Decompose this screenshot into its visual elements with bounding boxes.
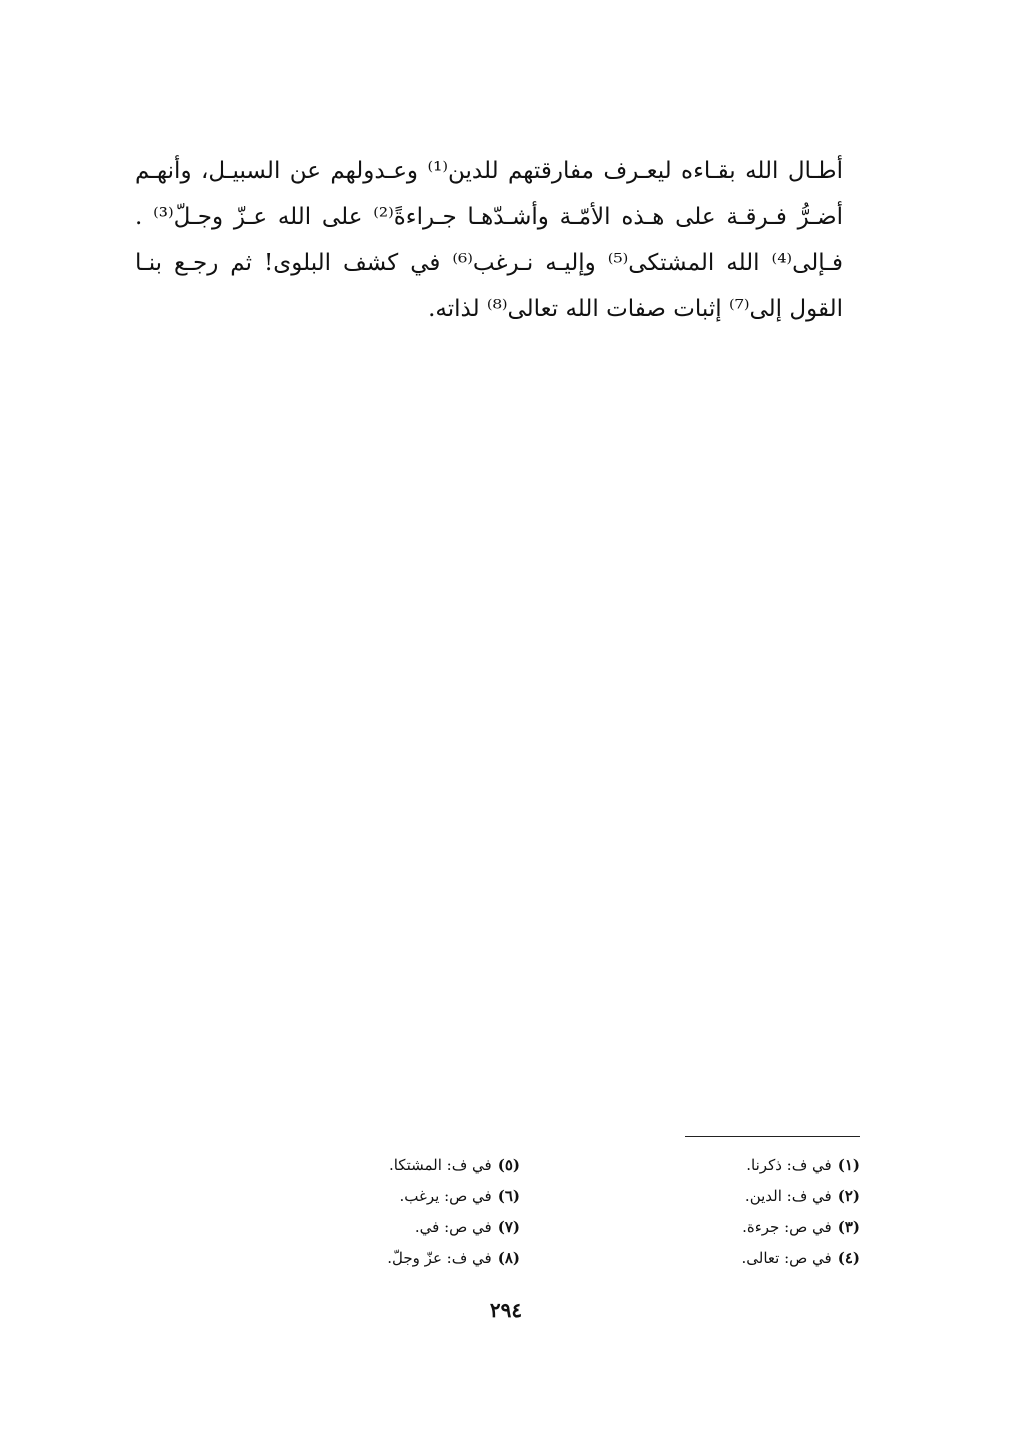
main-text-block xyxy=(135,148,843,332)
footnote-text: في ف: الدين. xyxy=(744,1187,832,1205)
footnote-item xyxy=(320,1150,520,1181)
footnote-number: (١) xyxy=(837,1156,860,1174)
footnote-number: (٤) xyxy=(837,1249,860,1267)
footnote-text: في ف: عزّ وجلّ. xyxy=(387,1249,492,1267)
footnotes-column-right xyxy=(660,1150,860,1274)
footnote-item xyxy=(660,1212,860,1243)
footnote-text: في ص: جرءة. xyxy=(742,1218,832,1236)
footnote-number: (٥) xyxy=(497,1156,520,1174)
footnote-item xyxy=(660,1150,860,1181)
footnote-number: (٢) xyxy=(837,1187,860,1205)
footnote-text: في ف: ذكرنا. xyxy=(746,1156,832,1174)
footnote-separator xyxy=(685,1136,860,1137)
footnote-item xyxy=(660,1243,860,1274)
footnote-item xyxy=(320,1181,520,1212)
footnote-number: (٨) xyxy=(497,1249,520,1267)
footnote-text: في ص: تعالى. xyxy=(741,1249,832,1267)
page-number: ٢٩٤ xyxy=(489,1298,523,1322)
footnotes-section xyxy=(330,1150,860,1290)
text-line: أطـال الله بقـاءه ليعـرف مفارقتهم للدين⁽¹⁾ وعـدولهم عن السبيـل، وأنهـم xyxy=(135,158,843,184)
footnote-number: (٦) xyxy=(497,1187,520,1205)
footnote-number: (٣) xyxy=(837,1218,860,1236)
footnote-text: في ص: يرغب. xyxy=(399,1187,492,1205)
text-line: أضـرُّ فـرقـة على هـذه الأمّـة وأشـدّهـا جـراءةً⁽²⁾ على الله عـزّ وجـلّ⁽³⁾ . xyxy=(135,204,843,230)
footnotes-column-left xyxy=(320,1150,520,1274)
footnote-item xyxy=(320,1243,520,1274)
text-line: القول إلى⁽⁷⁾ إثبات صفات الله تعالى⁽⁸⁾ لذاته. xyxy=(428,296,843,322)
footnote-number: (٧) xyxy=(497,1218,520,1236)
footnote-text: في ف: المشتكا. xyxy=(388,1156,492,1174)
footnote-item xyxy=(320,1212,520,1243)
footnote-text: في ص: في. xyxy=(414,1218,492,1236)
text-line: فـإلى⁽⁴⁾ الله المشتكى⁽⁵⁾ وإليـه نـرغب⁽⁶⁾ في كشف البلوى! ثم رجـع بنـا xyxy=(135,250,843,276)
footnote-item xyxy=(660,1181,860,1212)
